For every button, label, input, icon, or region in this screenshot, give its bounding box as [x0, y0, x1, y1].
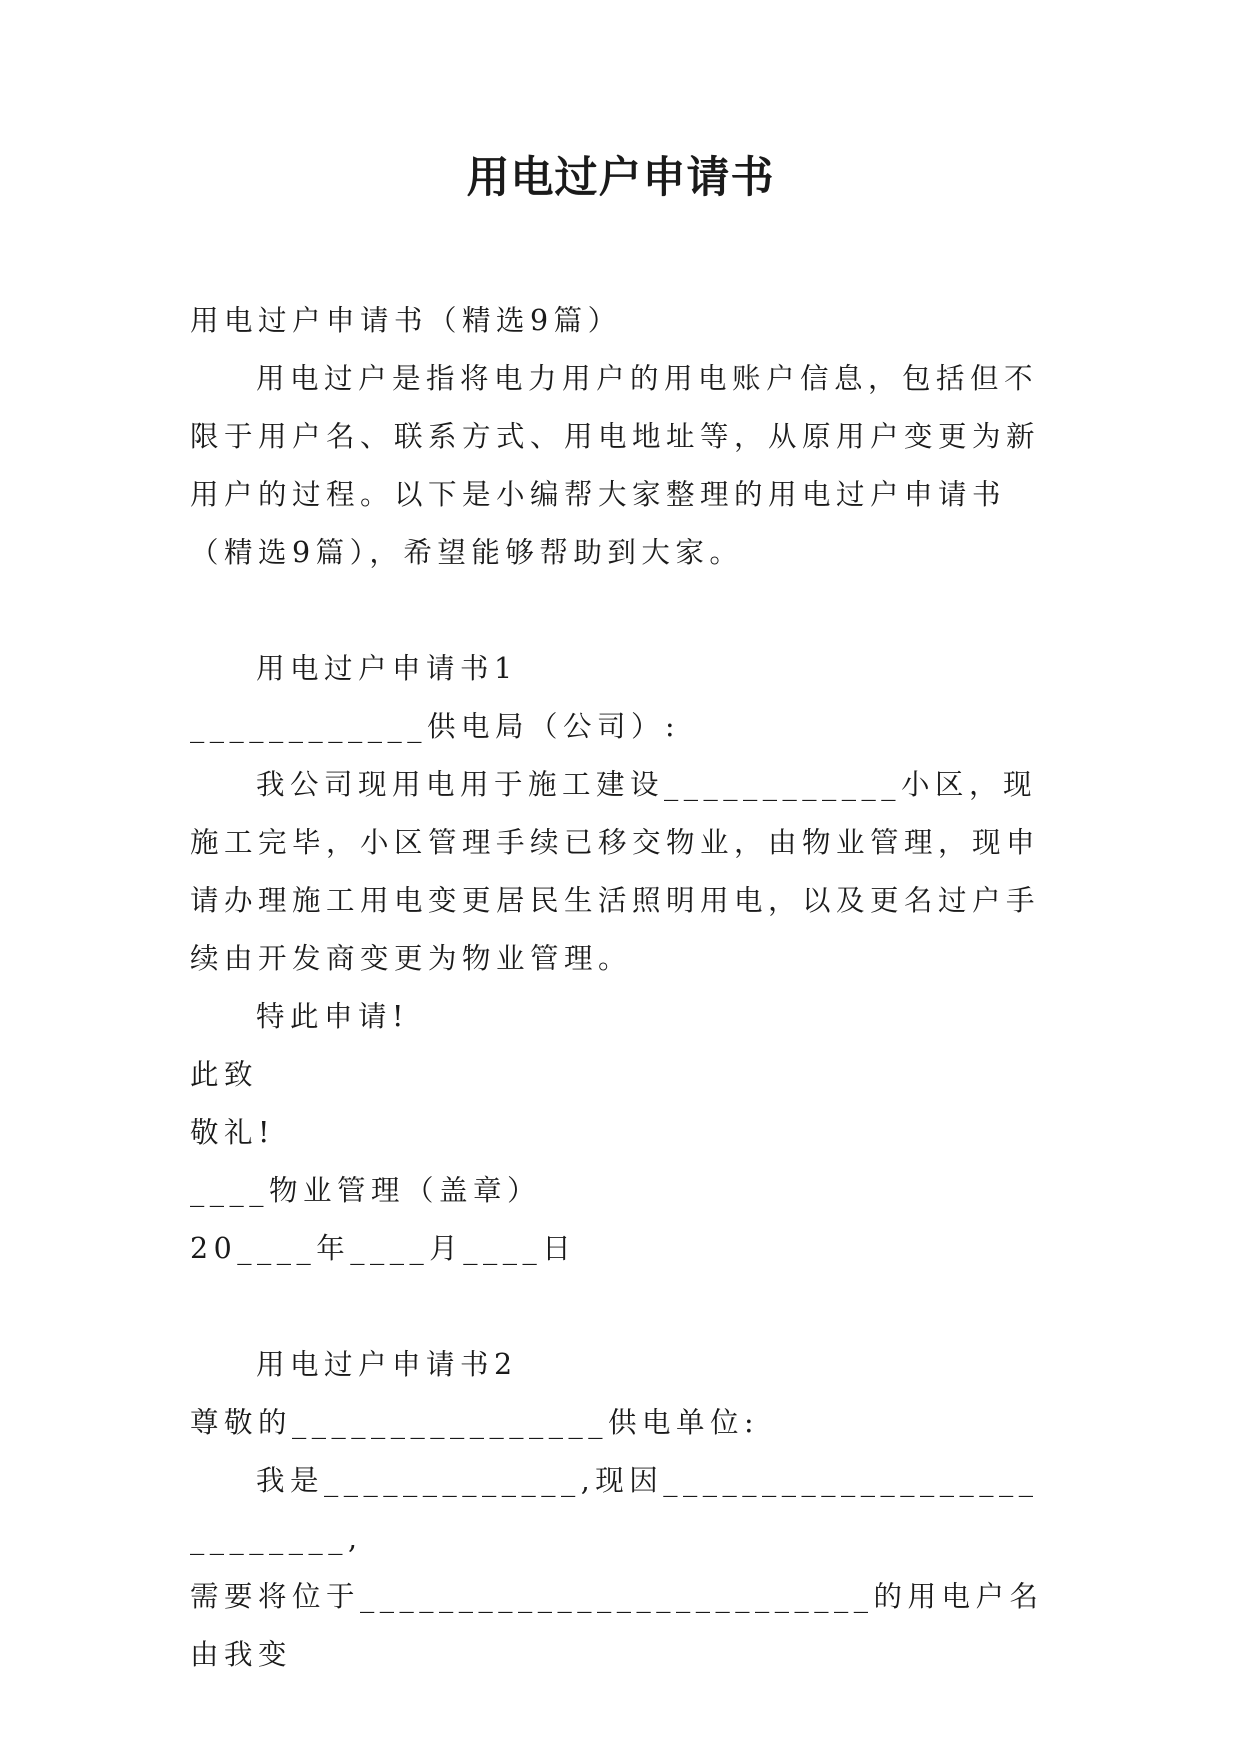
- intro-heading: 用电过户申请书（精选9篇）: [190, 304, 622, 337]
- intro-paragraph: 用电过户是指将电力用户的用电账户信息，包括但不限于用户名、联系方式、用电地址等，从原用户变更为新用户的过程。以下是小编帮大家整理的用电过户申请书（精选9篇），希望能够帮助到大家。: [190, 362, 1041, 569]
- letter-1-salutation: 敬礼!: [190, 1116, 275, 1149]
- letter-1-signature: ____物业管理（盖章）: [190, 1174, 542, 1207]
- letter-1-date: 20____年____月____日: [190, 1232, 577, 1265]
- section-gap: [190, 1278, 1052, 1336]
- letter-1-closing: 此致: [190, 1058, 259, 1091]
- section-heading-2: 用电过户申请书2: [256, 1348, 518, 1381]
- letter-2-line-1: 我是_____________,现因___________________________,: [190, 1464, 1039, 1555]
- letter-1-body: 我公司现用电用于施工建设____________小区，现施工完毕，小区管理手续已移交物业，由物业管理，现申请办理施工用电变更居民生活照明用电，以及更名过户手续由开发商变更为物业管理。: [190, 768, 1041, 975]
- letter-1-addressee: ____________供电局（公司）:: [190, 710, 681, 743]
- letter-2-addressee: 尊敬的________________供电单位:: [190, 1406, 760, 1439]
- letter-2-line-2: 需要将位于__________________________的用电户名由我变: [190, 1580, 1044, 1671]
- document-title: 用电过户申请书: [466, 153, 775, 203]
- letter-1-request: 特此申请!: [256, 1000, 409, 1033]
- section-heading-1: 用电过户申请书1: [256, 652, 518, 685]
- section-gap: [190, 582, 1052, 640]
- document-body: [190, 292, 1052, 1684]
